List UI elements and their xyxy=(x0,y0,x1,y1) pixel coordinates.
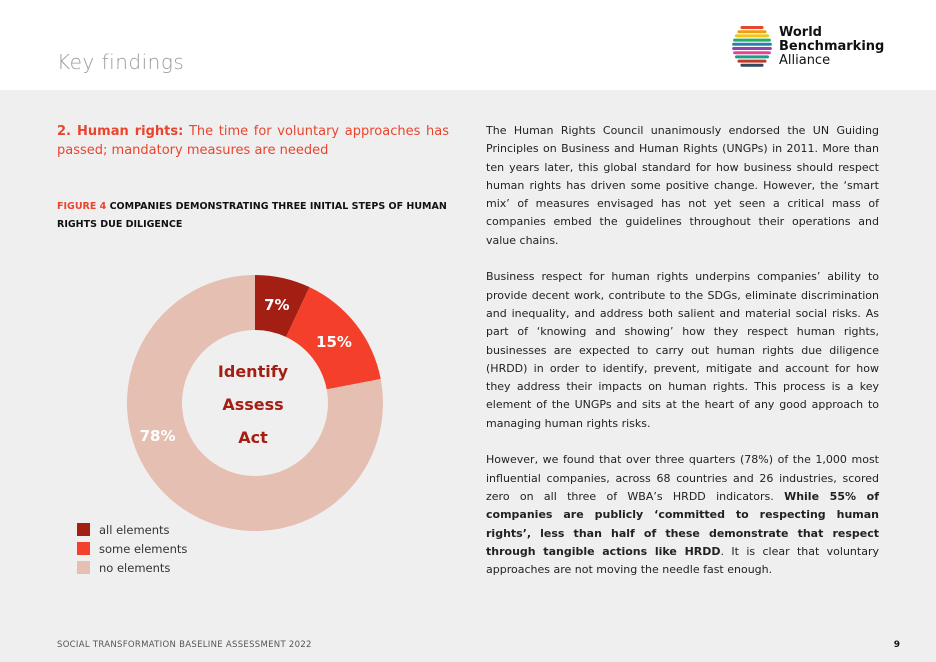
logo-line-3: Alliance xyxy=(779,53,831,68)
legend-swatch xyxy=(77,561,90,574)
legend-label: all elements xyxy=(99,522,170,537)
section-heading xyxy=(57,122,449,160)
wba-logo-text xyxy=(779,26,884,68)
paragraph-2: Business respect for human rights underpins companies’ ability to provide decent work, contribute to the SDGs, eliminate discrimination and inequality, and address both salient and material social risks. As part of ‘knowing and showing’ how they respect human rights, businesses are expected to carry out human rights due diligence (HRDD) in order to identify, prevent, mitigate and account for how they address their impacts on human rights. This process is a key element of the UNGPs and sits at the heart of any good approach to managing human rights risks. xyxy=(486,270,879,430)
legend-item xyxy=(77,539,187,558)
chart-legend xyxy=(77,520,187,577)
wba-logo-icon xyxy=(729,24,775,70)
center-label-identify: Identify xyxy=(217,362,289,381)
page-header xyxy=(0,0,936,90)
center-label-act: Act xyxy=(238,428,268,447)
paragraph-3-start: However, we found that over three quarters (78%) of the 1,000 most influential companies, across 68 countries and 26 industries, scored zero on all three of WBA’s HRDD indicators. xyxy=(486,453,879,503)
paragraph-3 xyxy=(486,451,879,579)
logo-stripe xyxy=(732,47,772,50)
paragraph-1: The Human Rights Council unanimously endorsed the UN Guiding Principles on Business and Human Rights (UNGPs) in 2011. More than ten years later, this global standard for how business should respect human rights has driven some positive change. However, the ‘smart mix’ of measures envisaged has not yet seen a critical mass of companies embed the guidelines throughout their operations and value chains. xyxy=(486,124,879,247)
figure-title: COMPANIES DEMONSTRATING THREE INITIAL STEPS OF HUMAN RIGHTS DUE DILIGENCE xyxy=(57,201,447,230)
logo-stripe xyxy=(735,55,769,58)
legend-label: no elements xyxy=(99,560,171,575)
page-number: 9 xyxy=(893,640,900,650)
logo-stripe xyxy=(740,26,763,29)
logo-stripe xyxy=(733,51,771,54)
legend-swatch xyxy=(77,542,90,555)
figure-caption xyxy=(57,198,449,234)
logo-stripe xyxy=(740,64,763,67)
legend-label: some elements xyxy=(99,541,188,556)
logo-stripe xyxy=(737,30,766,33)
slice-value-label: 15% xyxy=(316,332,352,351)
footer-text: SOCIAL TRANSFORMATION BASELINE ASSESSMENT 2022 xyxy=(57,640,312,650)
figure-number: FIGURE 4 xyxy=(57,201,107,212)
logo-stripe xyxy=(732,43,772,46)
legend-swatch xyxy=(77,523,90,536)
section-heading-bold: 2. Human rights: xyxy=(57,124,184,139)
logo-stripe xyxy=(737,60,766,63)
logo-line-2: Benchmarking xyxy=(779,39,885,54)
slice-value-label: 7% xyxy=(264,296,290,315)
paragraph-3-end: . It is clear that voluntary approaches are not moving the needle fast enough. xyxy=(486,544,879,577)
center-label-assess: Assess xyxy=(222,395,284,414)
slice-value-label: 78% xyxy=(139,427,176,446)
wba-logo xyxy=(729,24,899,70)
page-title: Key findings xyxy=(57,50,185,74)
logo-stripe xyxy=(733,39,771,42)
legend-item xyxy=(77,558,187,577)
paragraph-3-bold: While 55% of companies are publicly ‘committed to respecting human rights’, less than half of these demonstrate that respect through tangible actions like HRDD xyxy=(486,489,880,558)
legend-item xyxy=(77,520,187,539)
body-text xyxy=(486,122,879,598)
section-heading-rest: The time for voluntary approaches has passed; mandatory measures are needed xyxy=(57,124,449,158)
logo-stripe xyxy=(735,34,769,37)
logo-line-1: World xyxy=(779,25,822,40)
